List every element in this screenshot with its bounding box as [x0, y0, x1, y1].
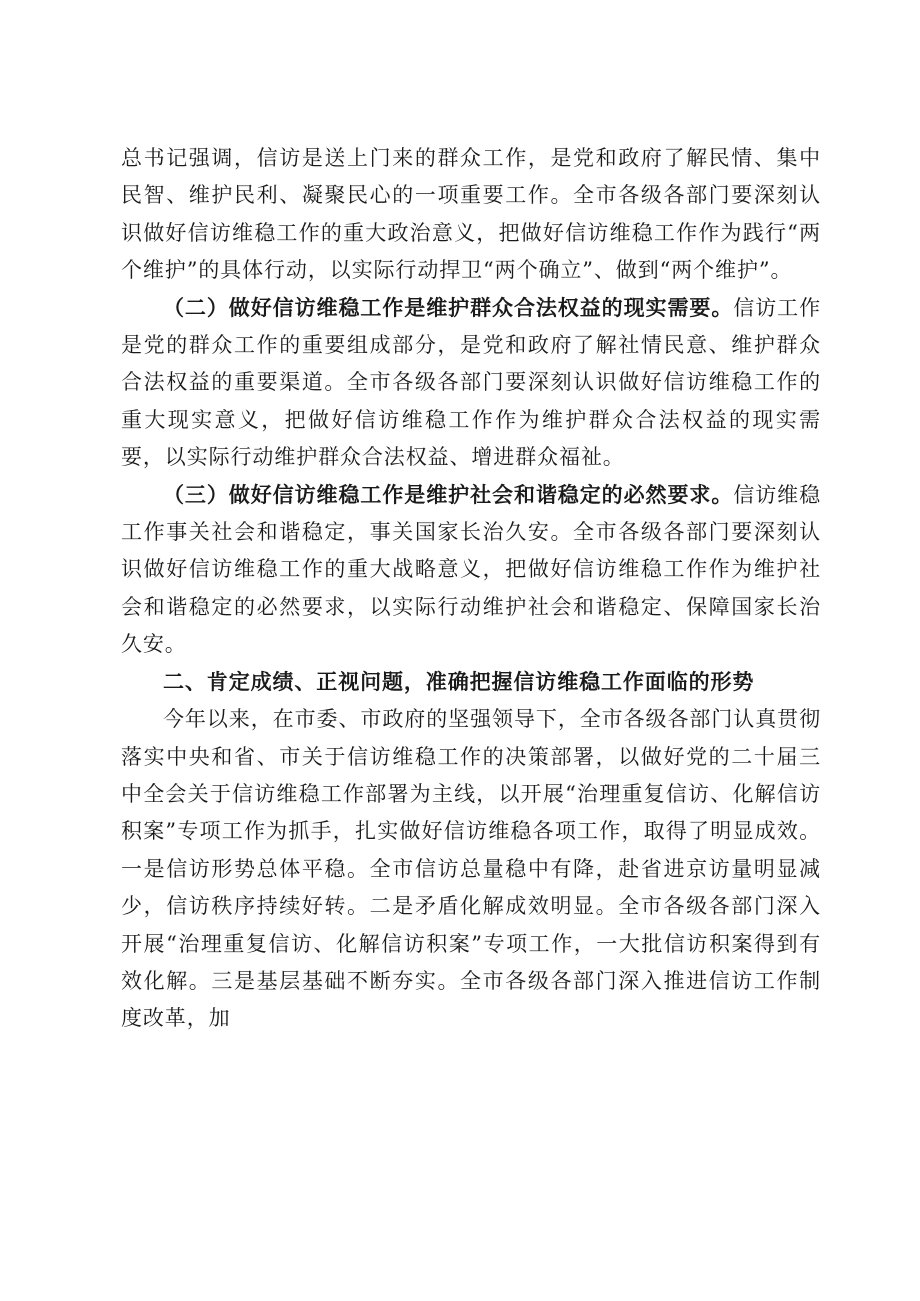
- document-body: [121, 140, 821, 1038]
- paragraph-text: 信访维稳工作事关社会和谐稳定，事关国家长治久安。全市各级各部门要深刻认识做好信访维稳工作的重大战略意义，把做好信访维稳工作作为维护社会和谐稳定的必然要求，以实际行动维护社会和谐稳定、保障国家长治久安。: [121, 482, 821, 657]
- paragraph-text: 今年以来，在市委、市政府的坚强领导下，全市各级各部门认真贯彻落实中央和省、市关于信访维稳工作的决策部署，以做好党的二十届三中全会关于信访维稳工作部署为主线，以开展“治理重复信访、化解信访积案”专项工作为抓手，扎实做好信访维稳各项工作，取得了明显成效。一是信访形势总体平稳。全市信访总量稳中有降，赴省进京访量明显减少，信访秩序持续好转。二是矛盾化解成效明显。全市各级各部门深入开展“治理重复信访、化解信访积案”专项工作，一大批信访积案得到有效化解。三是基层基础不断夯实。全市各级各部门深入推进信访工作制度改革，加: [121, 707, 821, 1031]
- section-2-lead: （二）做好信访维稳工作是维护群众合法权益的现实需要。: [163, 295, 734, 320]
- paragraph-text: 总书记强调，信访是送上门来的群众工作，是党和政府了解民情、集中民智、维护民利、凝聚民心的一项重要工作。全市各级各部门要深刻认识做好信访维稳工作的重大政治意义，把做好信访维稳工作作为践行“两个维护”的具体行动，以实际行动捍卫“两个确立”、做到“两个维护”。: [121, 146, 821, 283]
- section-3-lead: （三）做好信访维稳工作是维护社会和谐稳定的必然要求。: [163, 482, 734, 507]
- paragraph-continuation: [121, 140, 821, 290]
- paragraph-text: 信访工作是党的群众工作的重要组成部分，是党和政府了解社情民意、维护群众合法权益的重要渠道。全市各级各部门要深刻认识做好信访维稳工作的重大现实意义，把做好信访维稳工作作为维护群众合法权益的现实需要，以实际行动维护群众合法权益、增进群众福祉。: [121, 295, 821, 470]
- paragraph-section-3: [121, 477, 821, 664]
- section-heading-two: 二、肯定成绩、正视问题，准确把握信访维稳工作面临的形势: [163, 669, 755, 694]
- paragraph-section-2: [121, 290, 821, 477]
- paragraph-achievements: [121, 701, 821, 1038]
